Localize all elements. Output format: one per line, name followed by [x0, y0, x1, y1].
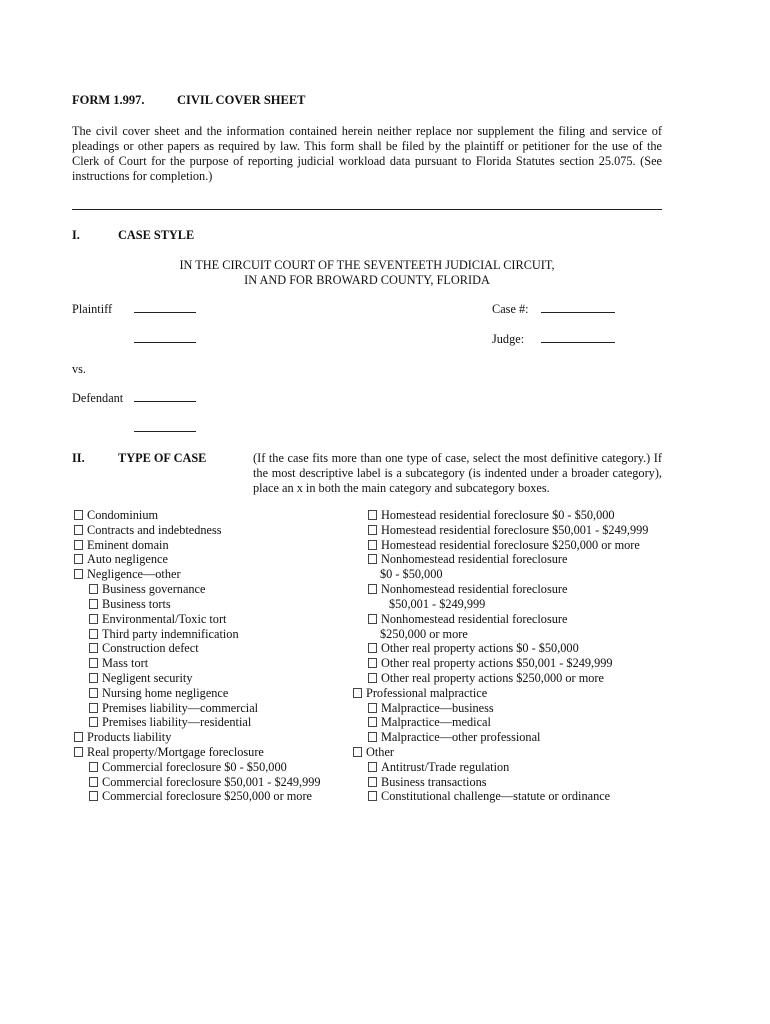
case-type-checkbox[interactable]: [368, 540, 377, 550]
plaintiff-field-2[interactable]: [134, 332, 196, 347]
case-type-checkbox[interactable]: [368, 584, 377, 594]
case-type-label: Homestead residential foreclosure $0 - $50,000: [381, 508, 615, 522]
case-type-option: [74, 612, 354, 627]
case-type-label: Nursing home negligence: [102, 685, 229, 700]
section-case-style-heading: [72, 228, 194, 243]
case-type-label: Constitutional challenge—statute or ordinance: [381, 789, 611, 804]
case-type-label: Other real property actions $50,001 - $249,999: [381, 656, 613, 671]
judge-field[interactable]: [541, 332, 615, 347]
case-type-label: Construction defect: [102, 641, 199, 656]
section-title: TYPE OF CASE: [118, 451, 207, 465]
case-type-label: Homestead residential foreclosure $50,001 - $249,999: [381, 522, 649, 537]
case-type-option: [353, 730, 673, 745]
case-type-checkbox[interactable]: [368, 510, 377, 520]
case-type-label: Other real property actions $0 - $50,000: [381, 641, 579, 656]
case-type-option: [74, 789, 354, 804]
case-type-option: [74, 745, 354, 760]
case-type-checkbox[interactable]: [89, 688, 98, 698]
plaintiff-field[interactable]: [134, 302, 196, 317]
case-type-checkbox[interactable]: [368, 525, 377, 535]
case-type-label: Professional malpractice: [366, 685, 488, 700]
case-type-option: [74, 656, 354, 671]
case-type-label: Commercial foreclosure $0 - $50,000: [102, 759, 287, 774]
plaintiff-label: Plaintiff: [72, 302, 113, 316]
case-type-option: [353, 627, 673, 642]
case-type-label: Malpractice—business: [381, 700, 494, 715]
case-type-label: $50,001 - $249,999: [389, 596, 486, 611]
case-type-label: Negligent security: [102, 670, 193, 685]
case-type-label: Condominium: [87, 508, 159, 522]
case-type-checkbox[interactable]: [89, 629, 98, 639]
case-type-label: Business torts: [102, 596, 171, 611]
case-number-label: Case #:: [492, 302, 529, 316]
case-type-checkbox[interactable]: [353, 688, 362, 698]
case-type-option: [353, 701, 673, 716]
case-type-checkbox[interactable]: [368, 554, 377, 564]
case-number-field[interactable]: [541, 302, 615, 317]
section-type-of-case-heading: [72, 451, 206, 466]
defendant-label: Defendant: [72, 391, 124, 405]
judge-label: Judge:: [492, 332, 525, 346]
case-type-option: [74, 715, 354, 730]
case-type-label: Other: [366, 745, 394, 759]
case-type-checkbox[interactable]: [89, 791, 98, 801]
case-type-label: Malpractice—other professional: [381, 730, 541, 745]
case-type-checkbox[interactable]: [368, 614, 377, 624]
case-type-option: [353, 597, 673, 612]
case-type-checkbox[interactable]: [74, 510, 83, 520]
case-type-checkbox[interactable]: [74, 525, 83, 535]
case-type-checkbox[interactable]: [368, 717, 377, 727]
case-type-option: [353, 789, 673, 804]
case-type-label: Antitrust/Trade regulation: [381, 759, 510, 774]
case-type-option: [353, 656, 673, 671]
case-type-option: [353, 552, 673, 567]
case-type-checkbox[interactable]: [74, 747, 83, 757]
case-type-label: $250,000 or more: [380, 626, 468, 641]
case-type-label: Business transactions: [381, 774, 487, 789]
section-title: CASE STYLE: [118, 228, 195, 242]
case-type-label: Negligence—other: [87, 567, 181, 582]
case-type-option: [74, 508, 354, 523]
case-type-label: Contracts and indebtedness: [87, 522, 222, 537]
case-type-label: Nonhomestead residential foreclosure: [381, 552, 568, 567]
defendant-field-2[interactable]: [134, 421, 196, 436]
case-type-checkbox[interactable]: [368, 791, 377, 801]
type-of-case-instructions: (If the case fits more than one type of case, select the most definitive category.) If the most descriptive label is a subcategory (is indented under a broader category), place an x in both the main category and subcategory boxes.: [253, 451, 662, 495]
case-type-label: Premises liability—residential: [102, 715, 252, 730]
case-type-label: Auto negligence: [87, 552, 168, 567]
case-type-option: [74, 567, 354, 582]
versus-label: vs.: [72, 362, 87, 376]
case-type-label: Third party indemnification: [102, 626, 239, 641]
case-type-checkbox[interactable]: [368, 732, 377, 742]
case-type-option: [74, 597, 354, 612]
case-type-option: [353, 508, 673, 523]
case-type-label: Commercial foreclosure $50,001 - $249,999: [102, 774, 321, 789]
case-type-checkbox[interactable]: [74, 732, 83, 742]
case-type-checkbox[interactable]: [368, 658, 377, 668]
case-type-checkbox[interactable]: [74, 554, 83, 564]
case-type-option: [74, 627, 354, 642]
case-type-label: Homestead residential foreclosure $250,000 or more: [381, 537, 640, 552]
case-type-label: Malpractice—medical: [381, 715, 491, 730]
case-type-option: [353, 567, 673, 582]
case-type-label: Premises liability—commercial: [102, 700, 259, 715]
case-type-checkbox[interactable]: [89, 584, 98, 594]
case-type-checkbox[interactable]: [89, 673, 98, 683]
case-type-checkbox[interactable]: [89, 658, 98, 668]
form-title: [72, 93, 306, 108]
case-type-option: [353, 671, 673, 686]
case-type-option: [353, 745, 673, 760]
case-type-option: [353, 612, 673, 627]
case-type-option: [353, 686, 673, 701]
case-type-checkbox[interactable]: [89, 614, 98, 624]
case-type-option: [74, 641, 354, 656]
section-divider: [72, 209, 662, 210]
case-type-option: [74, 760, 354, 775]
court-line-2: IN AND FOR BROWARD COUNTY, FLORIDA: [244, 273, 490, 287]
case-type-checkbox[interactable]: [368, 703, 377, 713]
case-type-label: Nonhomestead residential foreclosure: [381, 582, 568, 597]
case-type-label: Real property/Mortgage foreclosure: [87, 745, 264, 759]
case-type-checkbox[interactable]: [368, 643, 377, 653]
case-type-checkbox[interactable]: [89, 599, 98, 609]
case-type-option: [74, 523, 354, 538]
case-type-option: [74, 701, 354, 716]
case-type-checkbox[interactable]: [74, 540, 83, 550]
defendant-field[interactable]: [134, 391, 196, 406]
case-type-label: Nonhomestead residential foreclosure: [381, 611, 568, 626]
case-type-checkbox[interactable]: [353, 747, 362, 757]
case-type-checkbox[interactable]: [89, 643, 98, 653]
section-number: II.: [72, 451, 85, 465]
case-type-option: [353, 760, 673, 775]
case-type-checkbox[interactable]: [74, 569, 83, 579]
court-line-1: IN THE CIRCUIT COURT OF THE SEVENTEETH JUDICIAL CIRCUIT,: [179, 258, 555, 272]
form-number: FORM 1.997.: [72, 93, 145, 107]
case-type-label: Products liability: [87, 730, 172, 745]
case-type-option: [353, 641, 673, 656]
case-type-option: [74, 686, 354, 701]
case-type-label: $0 - $50,000: [380, 567, 443, 582]
case-type-checkbox[interactable]: [368, 777, 377, 787]
form-name: CIVIL COVER SHEET: [177, 93, 306, 107]
case-type-option: [353, 715, 673, 730]
case-type-option: [353, 523, 673, 538]
case-type-label: Business governance: [102, 582, 206, 597]
case-type-checkbox[interactable]: [89, 777, 98, 787]
case-type-option: [353, 775, 673, 790]
case-type-label: Environmental/Toxic tort: [102, 611, 227, 626]
case-type-label: Mass tort: [102, 656, 149, 671]
case-type-label: Other real property actions $250,000 or more: [381, 670, 604, 685]
case-type-checkbox[interactable]: [89, 717, 98, 727]
case-type-option: [74, 538, 354, 553]
intro-paragraph: The civil cover sheet and the information contained herein neither replace nor supplement the filing and service of pleadings or other papers as required by law. This form shall be filed by the plaintiff or petitioner for the use of the Clerk of Court for the purpose of reporting judicial workload data pursuant to Florida Statutes section 25.075. (See instructions for completion.): [72, 124, 662, 183]
case-type-checkbox[interactable]: [368, 762, 377, 772]
case-type-checkbox[interactable]: [89, 762, 98, 772]
case-type-checkbox[interactable]: [368, 673, 377, 683]
section-number: I.: [72, 228, 80, 242]
case-type-option: [353, 582, 673, 597]
case-type-label: Commercial foreclosure $250,000 or more: [102, 789, 313, 804]
case-type-list-right: [353, 508, 673, 804]
case-type-label: Eminent domain: [87, 537, 169, 552]
case-type-option: [74, 671, 354, 686]
case-type-option: [74, 582, 354, 597]
case-type-list-left: [74, 508, 354, 804]
case-type-option: [74, 730, 354, 745]
case-type-option: [353, 538, 673, 553]
case-type-option: [74, 775, 354, 790]
case-type-checkbox[interactable]: [89, 703, 98, 713]
case-type-option: [74, 552, 354, 567]
